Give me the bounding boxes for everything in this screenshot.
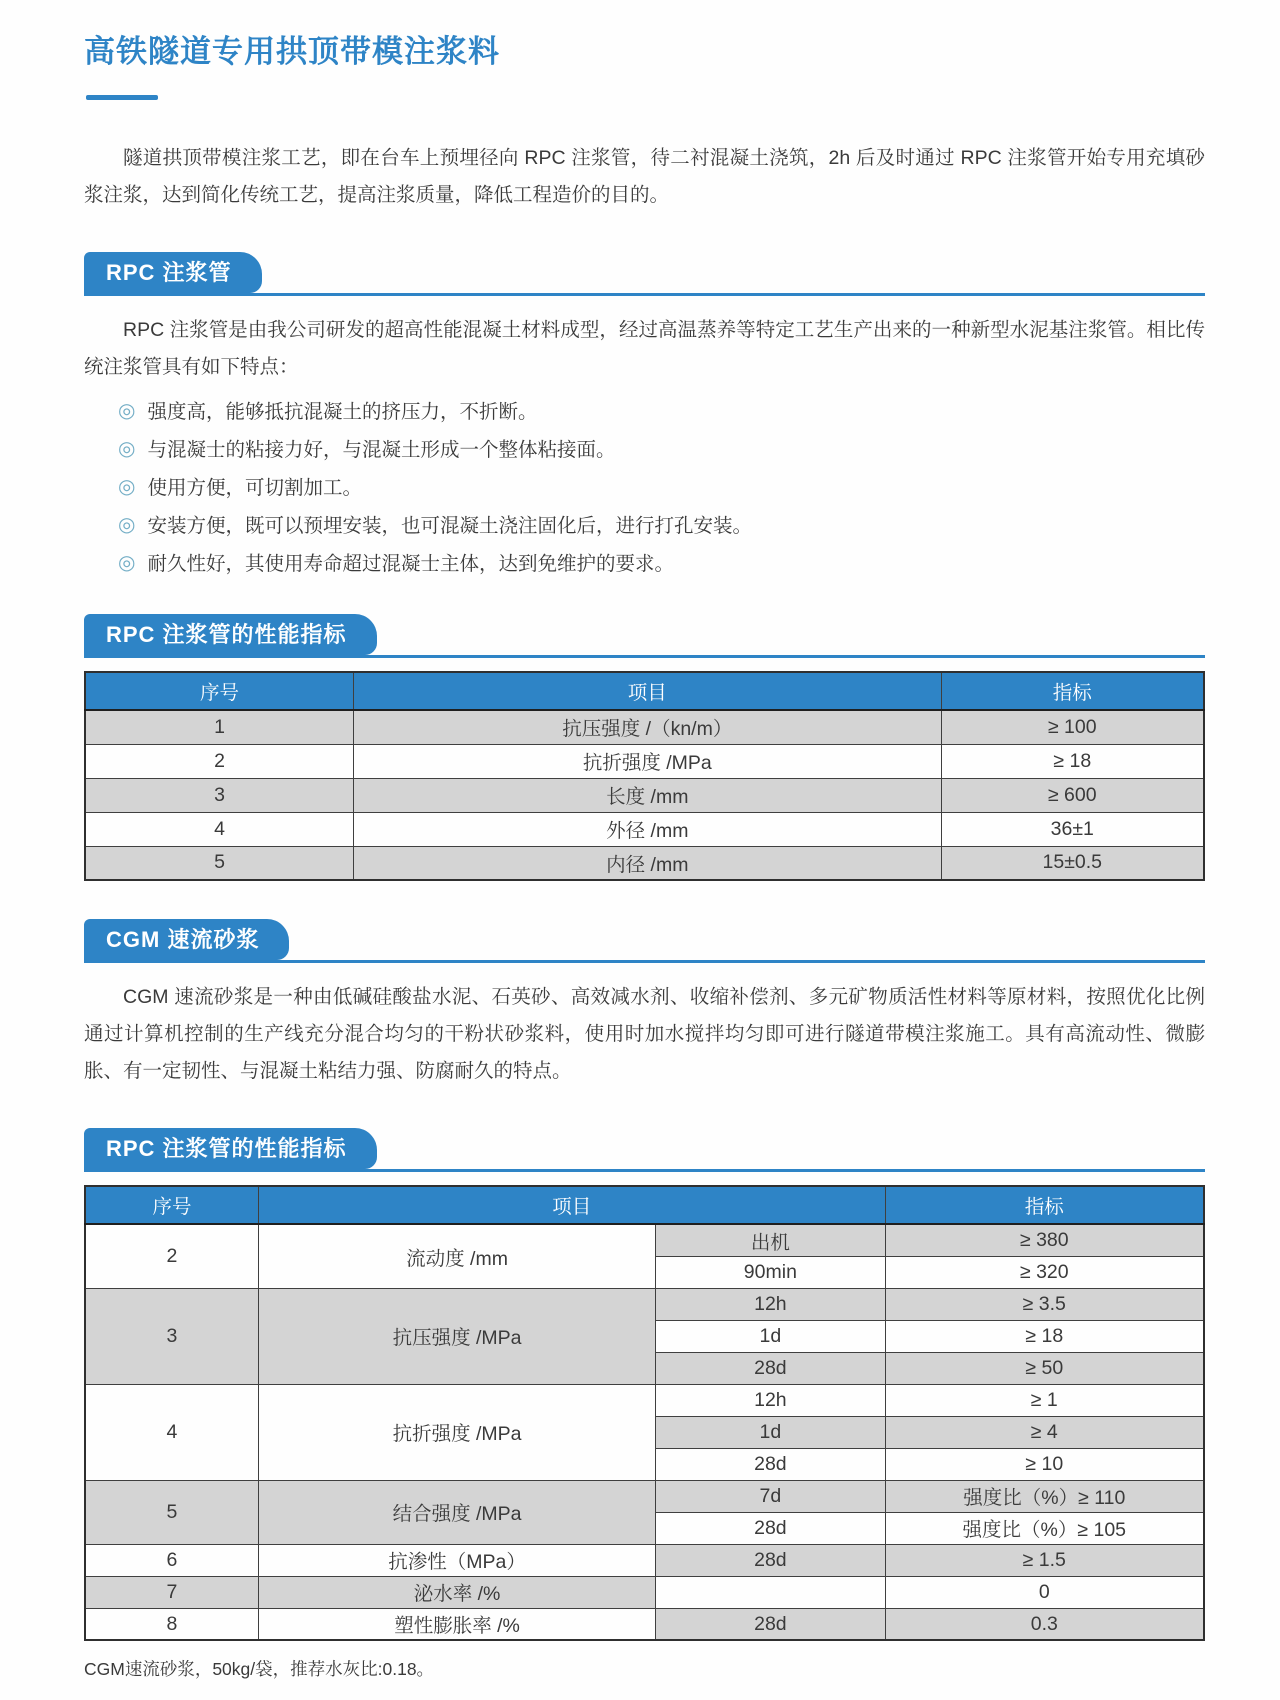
section-badge-rpc-table: RPC 注浆管的性能指标 <box>84 614 377 655</box>
page-title: 高铁隧道专用拱顶带模注浆料 <box>84 34 500 69</box>
condition-cell: 12h <box>656 1384 885 1416</box>
bullseye-bullet-icon: ◎ <box>118 476 136 499</box>
table-header-row <box>85 672 1204 710</box>
value-cell: ≥ 380 <box>885 1224 1204 1256</box>
column-header: 序号 <box>85 1186 258 1224</box>
bullseye-bullet-icon: ◎ <box>118 514 136 537</box>
item-cell: 结合强度 /MPa <box>258 1480 655 1544</box>
cgm-performance-table <box>84 1185 1205 1641</box>
value-cell: ≥ 50 <box>885 1352 1204 1384</box>
value-cell: ≥ 18 <box>941 744 1204 778</box>
item-cell: 外径 /mm <box>354 812 941 846</box>
section-header-rpc-table <box>84 614 1205 658</box>
bullseye-bullet-icon: ◎ <box>118 438 136 461</box>
column-header: 指标 <box>941 672 1204 710</box>
condition-cell: 28d <box>656 1448 885 1480</box>
serial-cell: 4 <box>85 812 354 846</box>
value-cell: ≥ 18 <box>885 1320 1204 1352</box>
cgm-description: CGM 速流砂浆是一种由低碱硅酸盐水泥、石英砂、高效减水剂、收缩补偿剂、多元矿物质活性材料等原材料，按照优化比例通过计算机控制的生产线充分混合均匀的干粉状砂浆料，使用时加水搅拌均匀即可进行隧道带模注浆施工。具有高流动性、微膨胀、有一定韧性、与混凝土粘结力强、防腐耐久的特点。 <box>84 986 1205 1083</box>
value-cell: ≥ 100 <box>941 710 1204 744</box>
title-underline <box>86 95 158 100</box>
serial-cell: 1 <box>85 710 354 744</box>
column-header: 项目 <box>258 1186 885 1224</box>
condition-cell: 28d <box>656 1512 885 1544</box>
section-header-cgm-table <box>84 1128 1205 1172</box>
table-row <box>85 744 1204 778</box>
feature-item <box>118 475 1205 500</box>
intro-paragraph: 隧道拱顶带模注浆工艺，即在台车上预埋径向 RPC 注浆管，待二衬混凝土浇筑，2h 后及时通过 RPC 注浆管开始专用充填砂浆注浆，达到简化传统工艺，提高注浆质量，降低工程造价的目的。 <box>84 147 1205 207</box>
serial-cell: 5 <box>85 846 354 880</box>
feature-item <box>118 513 1205 538</box>
condition-cell: 90min <box>656 1256 885 1288</box>
condition-cell: 28d <box>656 1352 885 1384</box>
value-cell: ≥ 320 <box>885 1256 1204 1288</box>
column-header: 序号 <box>85 672 354 710</box>
table-row <box>85 1576 1204 1608</box>
table-row <box>85 1608 1204 1640</box>
rpc-performance-table <box>84 671 1205 881</box>
footer-note: CGM速流砂浆，50kg/袋，推荐水灰比:0.18。 <box>84 1659 435 1680</box>
value-cell: 36±1 <box>941 812 1204 846</box>
section-badge-cgm-table: RPC 注浆管的性能指标 <box>84 1128 377 1169</box>
item-cell: 抗压强度 /MPa <box>258 1288 655 1384</box>
serial-cell: 4 <box>85 1384 258 1480</box>
serial-cell: 7 <box>85 1576 258 1608</box>
rpc-feature-list <box>84 399 1205 576</box>
feature-item <box>118 399 1205 424</box>
value-cell: ≥ 10 <box>885 1448 1204 1480</box>
value-cell: 15±0.5 <box>941 846 1204 880</box>
column-header: 项目 <box>354 672 941 710</box>
serial-cell: 3 <box>85 778 354 812</box>
rpc-pipe-description: RPC 注浆管是由我公司研发的超高性能混凝土材料成型，经过高温蒸养等特定工艺生产出来的一种新型水泥基注浆管。相比传统注浆管具有如下特点： <box>84 319 1205 379</box>
value-cell: 强度比（%）≥ 105 <box>885 1512 1204 1544</box>
table-row <box>85 1288 1204 1320</box>
item-cell: 抗压强度 /（kn/m） <box>354 710 941 744</box>
serial-cell: 8 <box>85 1608 258 1640</box>
item-cell: 抗渗性（MPa） <box>258 1544 655 1576</box>
feature-text: 强度高，能够抵抗混凝土的挤压力，不折断。 <box>147 400 538 423</box>
condition-cell: 12h <box>656 1288 885 1320</box>
item-cell: 内径 /mm <box>354 846 941 880</box>
table-row <box>85 1224 1204 1256</box>
section-badge-cgm: CGM 速流砂浆 <box>84 919 289 960</box>
table-row <box>85 1384 1204 1416</box>
table-row <box>85 1544 1204 1576</box>
serial-cell: 6 <box>85 1544 258 1576</box>
bullseye-bullet-icon: ◎ <box>118 552 136 575</box>
table-row <box>85 1480 1204 1512</box>
condition-cell <box>656 1576 885 1608</box>
value-cell: 0 <box>885 1576 1204 1608</box>
condition-cell: 出机 <box>656 1224 885 1256</box>
section-header-cgm <box>84 919 1205 963</box>
item-cell: 塑性膨胀率 /% <box>258 1608 655 1640</box>
table-row <box>85 710 1204 744</box>
condition-cell: 28d <box>656 1608 885 1640</box>
table-row <box>85 778 1204 812</box>
value-cell: 0.3 <box>885 1608 1204 1640</box>
table-row <box>85 812 1204 846</box>
item-cell: 泌水率 /% <box>258 1576 655 1608</box>
value-cell: ≥ 600 <box>941 778 1204 812</box>
section-badge-rpc-pipe: RPC 注浆管 <box>84 252 262 293</box>
serial-cell: 2 <box>85 1224 258 1288</box>
item-cell: 抗折强度 /MPa <box>258 1384 655 1480</box>
table-header-row <box>85 1186 1204 1224</box>
feature-text: 使用方便，可切割加工。 <box>147 476 362 499</box>
condition-cell: 1d <box>656 1416 885 1448</box>
value-cell: ≥ 4 <box>885 1416 1204 1448</box>
feature-text: 耐久性好，其使用寿命超过混凝士主体，达到免维护的要求。 <box>147 552 674 575</box>
table-row <box>85 846 1204 880</box>
value-cell: ≥ 1 <box>885 1384 1204 1416</box>
item-cell: 流动度 /mm <box>258 1224 655 1288</box>
serial-cell: 3 <box>85 1288 258 1384</box>
condition-cell: 28d <box>656 1544 885 1576</box>
feature-item <box>118 437 1205 462</box>
value-cell: ≥ 3.5 <box>885 1288 1204 1320</box>
feature-item <box>118 551 1205 576</box>
item-cell: 抗折强度 /MPa <box>354 744 941 778</box>
value-cell: 强度比（%）≥ 110 <box>885 1480 1204 1512</box>
bullseye-bullet-icon: ◎ <box>118 400 136 423</box>
serial-cell: 2 <box>85 744 354 778</box>
value-cell: ≥ 1.5 <box>885 1544 1204 1576</box>
column-header: 指标 <box>885 1186 1204 1224</box>
feature-text: 与混凝士的粘接力好，与混凝土形成一个整体粘接面。 <box>147 438 616 461</box>
condition-cell: 1d <box>656 1320 885 1352</box>
condition-cell: 7d <box>656 1480 885 1512</box>
serial-cell: 5 <box>85 1480 258 1544</box>
section-header-rpc-pipe <box>84 252 1205 296</box>
item-cell: 长度 /mm <box>354 778 941 812</box>
feature-text: 安装方便，既可以预埋安装，也可混凝土浇注固化后，进行打孔安装。 <box>147 514 752 537</box>
